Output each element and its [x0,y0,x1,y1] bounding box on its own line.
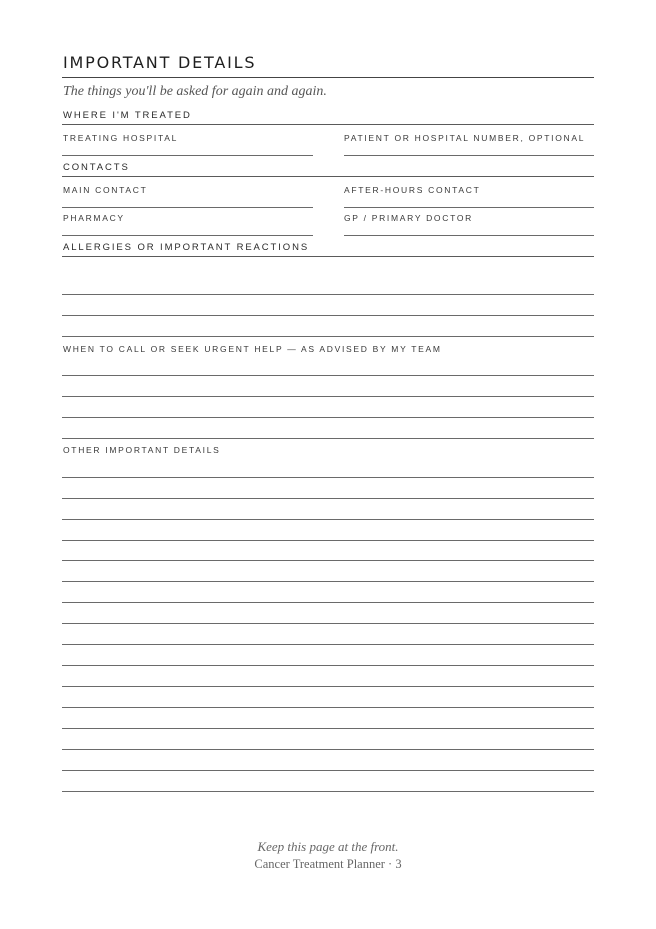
writing-line[interactable] [62,791,594,792]
writing-line[interactable] [62,560,594,561]
writing-line[interactable] [62,581,594,582]
section-heading-other-details: OTHER IMPORTANT DETAILS [63,445,221,455]
writing-line[interactable] [62,396,594,397]
page-title: IMPORTANT DETAILS [63,53,257,72]
field-label-treating-hospital: TREATING HOSPITAL [63,133,179,143]
writing-line[interactable] [62,519,594,520]
writing-line[interactable] [62,438,594,439]
field-line-pharmacy[interactable] [62,235,313,236]
field-label-main-contact: MAIN CONTACT [63,185,148,195]
section-heading-allergies: ALLERGIES OR IMPORTANT REACTIONS [63,242,310,253]
section-rule-contacts [62,176,594,177]
field-line-main-contact[interactable] [62,207,313,208]
writing-line[interactable] [62,315,594,316]
section-rule-where-treated [62,124,594,125]
writing-line[interactable] [62,665,594,666]
writing-line[interactable] [62,644,594,645]
writing-line[interactable] [62,728,594,729]
footer-page-label: Cancer Treatment Planner · 3 [254,857,402,871]
page-subtitle: The things you'll be asked for again and again. [63,84,327,99]
footer-note: Keep this page at the front. [257,839,399,854]
field-label-patient-number: PATIENT OR HOSPITAL NUMBER, OPTIONAL [344,133,586,143]
section-heading-urgent-help: WHEN TO CALL OR SEEK URGENT HELP — AS ADVISED BY MY TEAM [63,344,442,354]
section-heading-where-treated: WHERE I'M TREATED [63,110,192,121]
writing-line[interactable] [62,623,594,624]
writing-line[interactable] [62,602,594,603]
field-line-patient-number[interactable] [344,155,594,156]
title-rule [62,77,594,78]
writing-line[interactable] [62,375,594,376]
writing-line[interactable] [62,477,594,478]
field-line-gp[interactable] [344,235,594,236]
writing-line[interactable] [62,294,594,295]
field-line-after-hours-contact[interactable] [344,207,594,208]
field-label-after-hours-contact: AFTER-HOURS CONTACT [344,185,481,195]
writing-line[interactable] [62,417,594,418]
writing-line[interactable] [62,686,594,687]
writing-line[interactable] [62,770,594,771]
field-label-gp: GP / PRIMARY DOCTOR [344,213,473,223]
section-rule-allergies [62,256,594,257]
field-label-pharmacy: PHARMACY [63,213,125,223]
writing-line[interactable] [62,707,594,708]
field-line-treating-hospital[interactable] [62,155,313,156]
section-heading-contacts: CONTACTS [63,162,130,173]
writing-line[interactable] [62,336,594,337]
writing-line[interactable] [62,749,594,750]
writing-line[interactable] [62,540,594,541]
writing-line[interactable] [62,498,594,499]
